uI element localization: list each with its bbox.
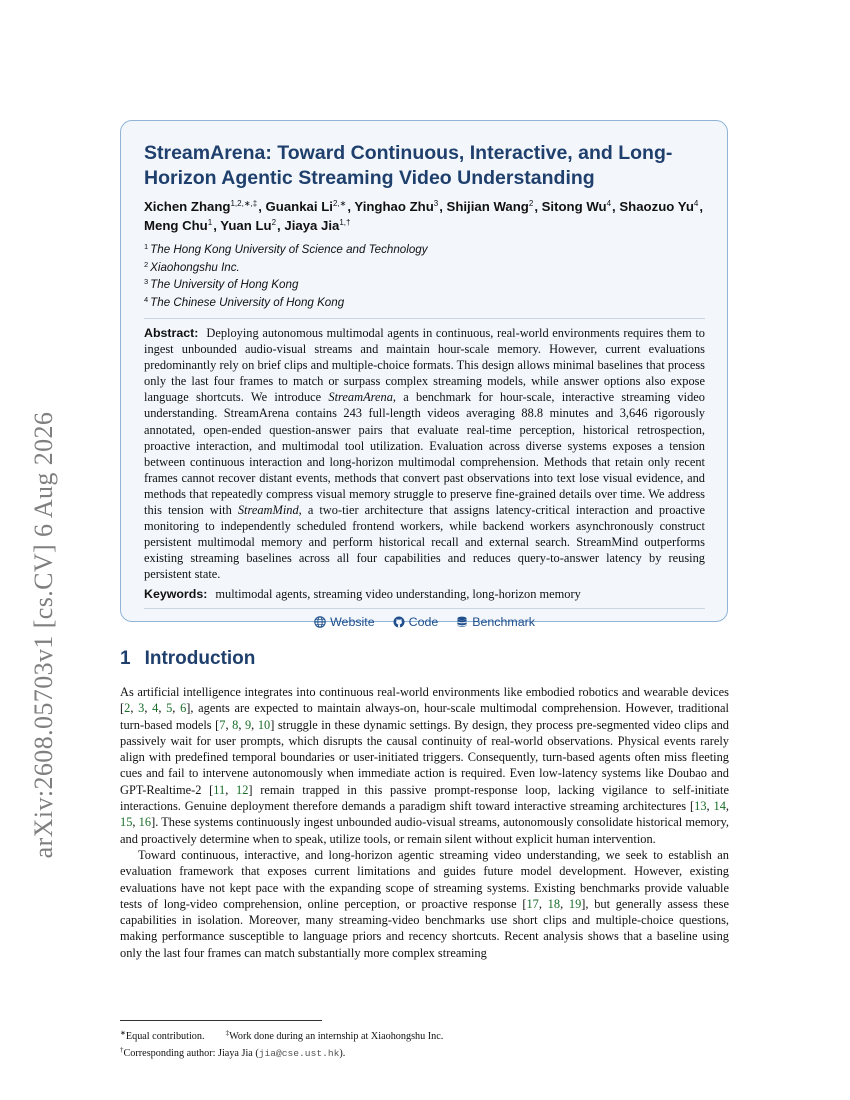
affiliation-name: Xiaohongshu Inc. [150, 260, 240, 274]
author-name: Guankai Li [265, 199, 333, 214]
abstract-benchmark-name: StreamArena [328, 390, 393, 405]
affiliation-list [144, 240, 705, 310]
body-text-run: , [225, 782, 236, 797]
corresponding-mark: † [120, 1045, 124, 1054]
author-separator: , [439, 199, 447, 214]
author-name: Meng Chu [144, 218, 208, 233]
citation-link[interactable]: 17 [526, 896, 539, 911]
citation-link[interactable]: 6 [180, 701, 187, 716]
github-icon [393, 616, 405, 628]
author-affiliation-marks: 2,∗ [332, 199, 347, 208]
section-number: 1 [120, 648, 131, 669]
footnote-line-1 [120, 1027, 730, 1044]
equal-contribution-note: Equal contribution. [125, 1031, 205, 1042]
author-name: Xichen Zhang [144, 199, 231, 214]
affiliation-name: The Hong Kong University of Science and Technology [150, 243, 428, 256]
arxiv-id-text: arXiv:2608.05703v1 [cs.CV] 6 Aug 2026 [29, 411, 58, 859]
body-text-run: , [158, 701, 167, 716]
corresponding-note: Corresponding author: Jiaya Jia ( [123, 1047, 259, 1059]
benchmark-link[interactable] [456, 615, 535, 629]
citation-link[interactable]: 11 [213, 782, 226, 797]
links-divider [144, 608, 705, 609]
body-text-run: ] struggle in these dynamic settings. By design, they process pre-segmented video clips and passively wait for user prompts, which disrupts the causal continuity of real-world observations. Physical events rarely align with predefined temporal boundaries or user-initiated triggers. Consequently, turn-based agents often miss fleeting cues and fail to intervene autonomously when immediate action is required. Even low-latency systems like Doubao and GPT-Realtime-2 [ [120, 717, 730, 797]
author-affiliation-marks: 1 [207, 218, 213, 227]
citation-link[interactable]: 13 [694, 799, 707, 814]
internship-mark: ‡ [225, 1029, 230, 1037]
keywords [144, 586, 705, 602]
affiliation-number: 3 [144, 277, 149, 286]
body-text-run: , [144, 701, 153, 716]
code-link[interactable] [393, 615, 439, 629]
affiliation [144, 258, 705, 276]
footnotes [120, 1027, 730, 1060]
citation-link[interactable]: 8 [232, 717, 239, 732]
author-separator: , [347, 199, 355, 214]
author-affiliation-marks: 2 [528, 199, 534, 208]
corresponding-email[interactable]: jia@cse.ust.hk [258, 1047, 340, 1059]
body-paragraph [120, 684, 729, 847]
abstract-label: Abstract: [144, 326, 199, 340]
author-separator: , [277, 218, 285, 233]
equal-contribution-mark: ∗ [120, 1029, 126, 1037]
body-text-run: , [538, 896, 548, 911]
citation-link[interactable]: 10 [257, 717, 271, 732]
author-affiliation-marks: 4 [693, 199, 699, 208]
affiliation-number: 1 [144, 242, 149, 251]
citation-link[interactable]: 9 [244, 717, 252, 732]
citation-link[interactable]: 5 [166, 701, 173, 716]
author-separator: , [213, 218, 221, 233]
citation-link[interactable]: 19 [568, 896, 582, 911]
website-link-label: Website [330, 614, 375, 629]
citation-link[interactable]: 12 [236, 782, 249, 797]
project-links [144, 615, 705, 629]
body-text-run: , [706, 799, 714, 814]
citation-link[interactable]: 18 [547, 896, 561, 911]
author-list [144, 196, 705, 234]
website-link[interactable] [314, 615, 375, 629]
affiliation [144, 275, 705, 293]
body-text-run: ], but generally assess these capabilities in isolation. Moreover, many streaming-video benchmarks use short clips and multiple-choice questions, making performance susceptible to language priors and recency shortcuts. Recent analysis shows that a baseline using only the last four frames can match substantially more complex streaming [120, 896, 729, 960]
abstract-text-1: Deploying autonomous multimodal agents in continuous, real-world environments requires them to ingest unbounded audio-visual streams and maintain hour-scale memory. However, current evaluations predominantly rely on brief clips and multiple-choice formats. This design allows minimal baselines that process only the last four frames to match or surpass complex streaming models, while answer options also expose language shortcuts. We introduce [144, 326, 705, 405]
affiliation-number: 4 [144, 294, 149, 304]
affiliation-name: The Chinese University of Hong Kong [150, 295, 345, 309]
author-name: Yuan Lu [220, 218, 272, 233]
body-text-run: ], agents are expected to maintain always-on, hour-scale multimodal comprehension. However, traditional turn-based models [ [120, 701, 729, 732]
citation-link[interactable]: 7 [219, 717, 226, 732]
author-separator: , [612, 199, 620, 214]
introduction-body [120, 684, 729, 961]
arxiv-side-identifier [30, 396, 58, 874]
internship-note: Work done during an internship at Xiaohongshu Inc. [229, 1031, 444, 1042]
body-text-run: , [725, 799, 730, 814]
body-paragraph [120, 847, 729, 961]
body-text-run: , [132, 815, 139, 830]
citation-link[interactable]: 4 [152, 701, 159, 716]
citation-link[interactable]: 16 [138, 815, 152, 830]
keywords-text: multimodal agents, streaming video understanding, long-horizon memory [215, 586, 581, 601]
abstract-text-2: , a benchmark for hour-scale, interactive streaming video understanding. StreamArena contains 243 full-length videos averaging 88.8 minutes and 3,646 rigorously annotated, open-ended question-answer pairs that evaluate real-time perception, historical retrospection, proactive interaction, and multimodal tool utilization. Evaluation across diverse systems exposes a tension between continuous interaction and long-horizon multimodal comprehension. Methods that retain only recent frames cannot recover distant events, methods that convert past observations into text lose visual evidence, and methods that repeatedly compress visual memory struggle to preserve fine-grained details over time. We address this tension with [144, 390, 705, 518]
globe-icon [314, 616, 326, 628]
abstract-method-name: StreamMind [237, 503, 299, 518]
author-name: Shijian Wang [446, 199, 529, 214]
author-affiliation-marks: 2 [271, 218, 277, 227]
affiliation [144, 293, 705, 311]
body-text-run: , [238, 717, 245, 732]
author-separator: , [699, 199, 703, 214]
footnote-rule [120, 1020, 322, 1021]
body-text-run: , [251, 717, 258, 732]
author-separator: , [534, 199, 542, 214]
section-heading [120, 648, 255, 670]
paper-title: StreamArena: Toward Continuous, Interactive, and Long-Horizon Agentic Streaming Video Understanding [144, 142, 673, 189]
author-name: Sitong Wu [541, 199, 607, 214]
body-text-run: ] remain trapped in this passive prompt-response loop, lacking vigilance to self-initiate interactions. Genuine deployment therefore demands a paradigm shift toward interactive streaming architectures [ [120, 782, 729, 814]
author-separator: , [258, 199, 266, 214]
benchmark-link-label: Benchmark [472, 614, 535, 629]
corresponding-note-end: ). [339, 1047, 346, 1059]
header-divider [144, 318, 705, 319]
keywords-label: Keywords: [144, 586, 208, 601]
code-link-label: Code [408, 614, 439, 629]
abstract [144, 325, 705, 583]
author-name: Yinghao Zhu [354, 199, 434, 214]
author-affiliation-marks: 4 [606, 199, 612, 208]
affiliation-number: 2 [144, 259, 149, 269]
abstract-text-3: , a two-tier architecture that assigns latency-critical interaction and proactive monitoring to independently scheduled frontend workers, while backend workers asynchronously construct persistent multimodal memory and perform historical recall and external search. StreamMind outperforms existing streaming baselines across all four capabilities and reduces query-to-answer latency by reusing persistent state. [144, 503, 705, 582]
body-text-run: , [560, 896, 569, 911]
title-abstract-box [120, 120, 728, 629]
citation-link[interactable]: 15 [120, 815, 133, 830]
body-text-run: , [225, 717, 233, 732]
body-text-run: , [130, 701, 139, 716]
body-text-run: As artificial intelligence integrates into continuous real-world environments like embodied robotics and wearable devices [ [120, 685, 729, 716]
author-affiliation-marks: 1,† [339, 218, 351, 227]
citation-link[interactable]: 14 [713, 799, 726, 814]
body-text-run: Toward continuous, interactive, and long-horizon agentic streaming video understanding, we seek to establish an evaluation framework that exposes current limitations and guides future model development. However, existing evaluations have not kept pace with the expanding scope of streaming systems. Existing benchmarks provide valuable tests of long-video comprehension, online perception, or proactive response [ [120, 847, 729, 911]
affiliation [144, 240, 705, 258]
author-name: Shaozuo Yu [619, 199, 694, 214]
citation-link[interactable]: 2 [124, 701, 131, 716]
author-affiliation-marks: 3 [433, 199, 439, 208]
footnote-line-2 [120, 1044, 730, 1061]
affiliation-name: The University of Hong Kong [150, 278, 299, 291]
body-text-run: , [172, 701, 181, 716]
database-icon [456, 616, 468, 628]
author-affiliation-marks: 1,2,∗,‡ [230, 199, 258, 208]
citation-link[interactable]: 3 [138, 701, 145, 716]
author-name: Jiaya Jia [284, 218, 340, 233]
body-text-run: ]. These systems continuously ingest unbounded audio-visual streams, autonomously consolidate historical memory, and proactively determine when to speak, utilize tools, or remain silent without explicit human intervention. [120, 815, 730, 846]
section-title: Introduction [144, 648, 256, 669]
